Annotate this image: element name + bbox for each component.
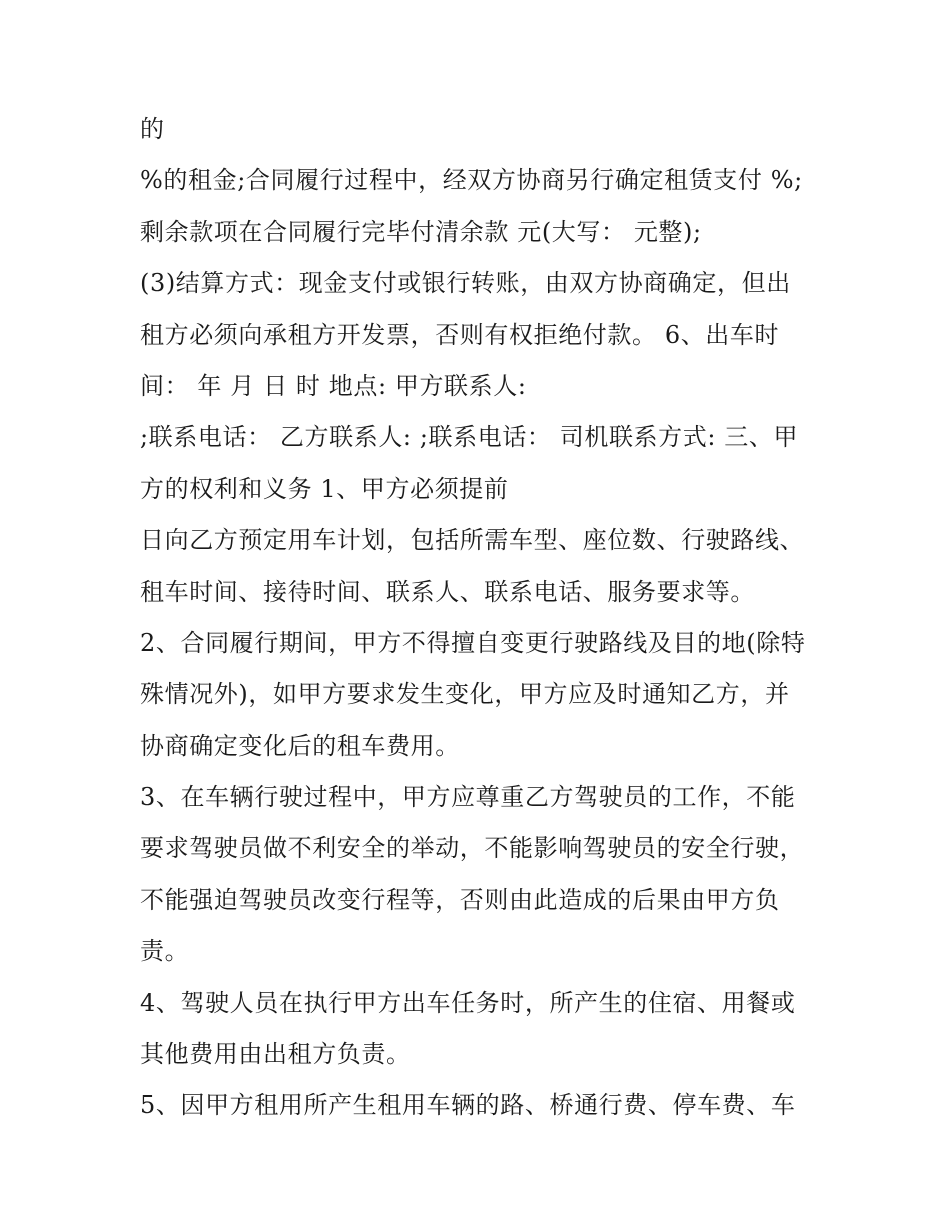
text-line: 间： 年 月 日 时 地点: 甲方联系人: bbox=[140, 371, 527, 400]
text-line: (3)结算方式：现金支付或银行转账，由双方协商确定，但出 bbox=[140, 269, 791, 298]
text-line: 殊情况外)，如甲方要求发生变化，甲方应及时通知乙方，并 bbox=[140, 680, 790, 709]
text-line: 4、驾驶人员在执行甲方出车任务时，所产生的住宿、用餐或 bbox=[140, 988, 796, 1017]
text-line: 不能强迫驾驶员改变行程等，否则由此造成的后果由甲方负 bbox=[140, 885, 780, 914]
text-line: 其他费用由出租方负责。 bbox=[140, 1040, 411, 1069]
text-line: 2、合同履行期间，甲方不得擅自变更行驶路线及目的地(除特 bbox=[140, 628, 806, 657]
document-body bbox=[140, 104, 820, 1132]
text-line: 租方必须向承租方开发票，否则有权拒绝付款。 6、出车时 bbox=[140, 320, 780, 349]
text-line: 5、因甲方租用所产生租用车辆的路、桥通行费、停车费、车 bbox=[140, 1091, 796, 1120]
text-line: 协商确定变化后的租车费用。 bbox=[140, 731, 460, 760]
text-line: 责。 bbox=[140, 937, 190, 966]
text-line: 租车时间、接待时间、联系人、联系电话、服务要求等。 bbox=[140, 577, 755, 606]
text-line: 方的权利和义务 1、甲方必须提前 bbox=[140, 474, 509, 503]
text-line: %的租金;合同履行过程中，经双方协商另行确定租赁支付 %; bbox=[140, 166, 803, 195]
text-line: 要求驾驶员做不利安全的举动，不能影响驾驶员的安全行驶， bbox=[140, 834, 805, 863]
text-line: 日向乙方预定用车计划，包括所需车型、座位数、行驶路线、 bbox=[140, 526, 805, 555]
text-line: 剩余款项在合同履行完毕付清余款 元(大写： 元整); bbox=[140, 217, 702, 246]
text-line: ;联系电话： 乙方联系人: ;联系电话： 司机联系方式: 三、甲 bbox=[140, 423, 799, 452]
text-line: 的 bbox=[140, 115, 165, 143]
text-line: 3、在车辆行驶过程中，甲方应尊重乙方驾驶员的工作，不能 bbox=[140, 783, 796, 812]
